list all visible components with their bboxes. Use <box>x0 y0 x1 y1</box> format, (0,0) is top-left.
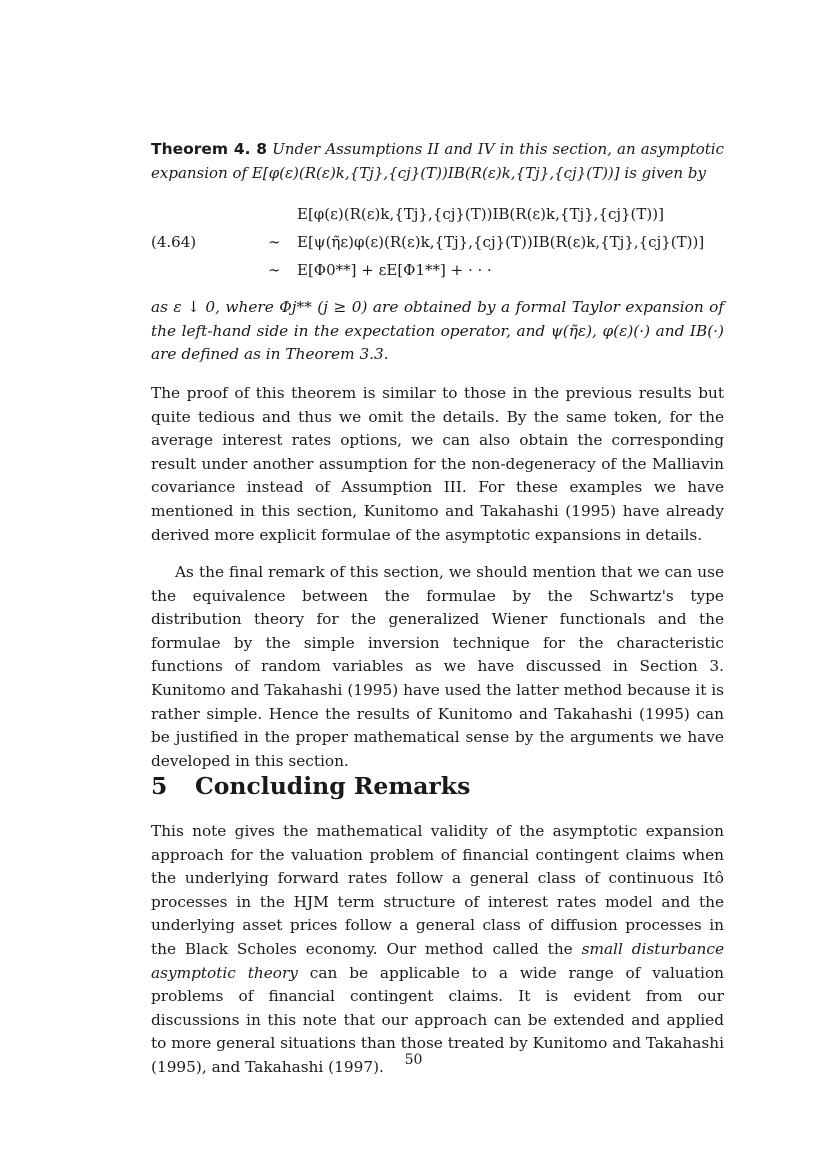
section-title: Concluding Remarks <box>195 772 471 800</box>
theorem-tail: as ε ↓ 0, where Φj** (j ≥ 0) are obtained by a formal Taylor expansion of the left-hand side in the expectation operator, and ψ(η̃ε), φ(ε)(·) and IB(·) are defined as in Theorem 3.3. <box>151 298 724 364</box>
paragraph-final-remark: As the final remark of this section, we should mention that we can use the equivalence between the formulae by the Schwartz's type distribution theory for the generalized Wiener functionals and the formulae by the simple inversion technique for the characteristic functions of random variables as we have discussed in Section 3. Kunitomo and Takahashi (1995) have used the latter method because it is rather simple. Hence the results of Kunitomo and Takahashi (1995) can be justified in the proper mathematical sense by the arguments we have developed in this section. <box>151 563 724 770</box>
section-heading <box>151 772 470 800</box>
theorem-4-8 <box>151 138 724 185</box>
theorem-statement: Under Assumptions II and IV in this section, an asymptotic expansion of E[φ(ε)(R(ε)k,{Tj},{cj}(T))IB(R(ε)k,{Tj},{cj}(T))] is given by <box>151 140 724 182</box>
concluding-text-after: can be applicable to a wide range of valuation problems of financial contingent claims. It is evident from our discussions in this note that our approach can be extended and applied to more general situations than those treated by Kunitomo and Takahashi (1995), and Takahashi (1997). <box>151 963 725 1076</box>
page-number: 50 <box>404 1052 423 1068</box>
equation-relation-3: ∼ <box>268 261 281 279</box>
equation-line-2: E[ψ(η̃ε)φ(ε)(R(ε)k,{Tj},{cj}(T))IB(R(ε)k,{Tj},{cj}(T))] <box>297 233 705 251</box>
theorem-label: Theorem 4. 8 <box>151 140 268 158</box>
equation-line-1: E[φ(ε)(R(ε)k,{Tj},{cj}(T))IB(R(ε)k,{Tj},{cj}(T))] <box>297 205 664 223</box>
paragraph-concluding <box>151 820 724 1080</box>
concluding-emphasis: small disturbance asymptotic theory <box>151 939 724 982</box>
equation-4-64 <box>151 200 724 285</box>
equation-number: (4.64) <box>151 233 197 251</box>
equation-relation-2: ∼ <box>268 233 281 251</box>
equation-line-3: E[Φ0**] + εE[Φ1**] + · · · <box>297 261 492 279</box>
section-number: 5 <box>151 772 168 800</box>
paragraph-proof: The proof of this theorem is similar to those in the previous results but quite tedious and thus we omit the details. By the same token, for the average interest rates options, we can also obtain the corresponding result under another assumption for the non-degeneracy of the Malliavin covariance instead of Assumption III. For these examples we have mentioned in this section, Kunitomo and Takahashi (1995) have already derived more explicit formulae of the asymptotic expansions in details. <box>151 384 724 544</box>
concluding-text-before: This note gives the mathematical validity of the asymptotic expansion approach for the valuation problem of financial contingent claims when the underlying forward rates follow a general class of continuous Itô processes in the HJM term structure of interest rates model and the underlying asset prices follow a general class of diffusion processes in the Black Scholes economy. Our method called the <box>151 822 724 958</box>
